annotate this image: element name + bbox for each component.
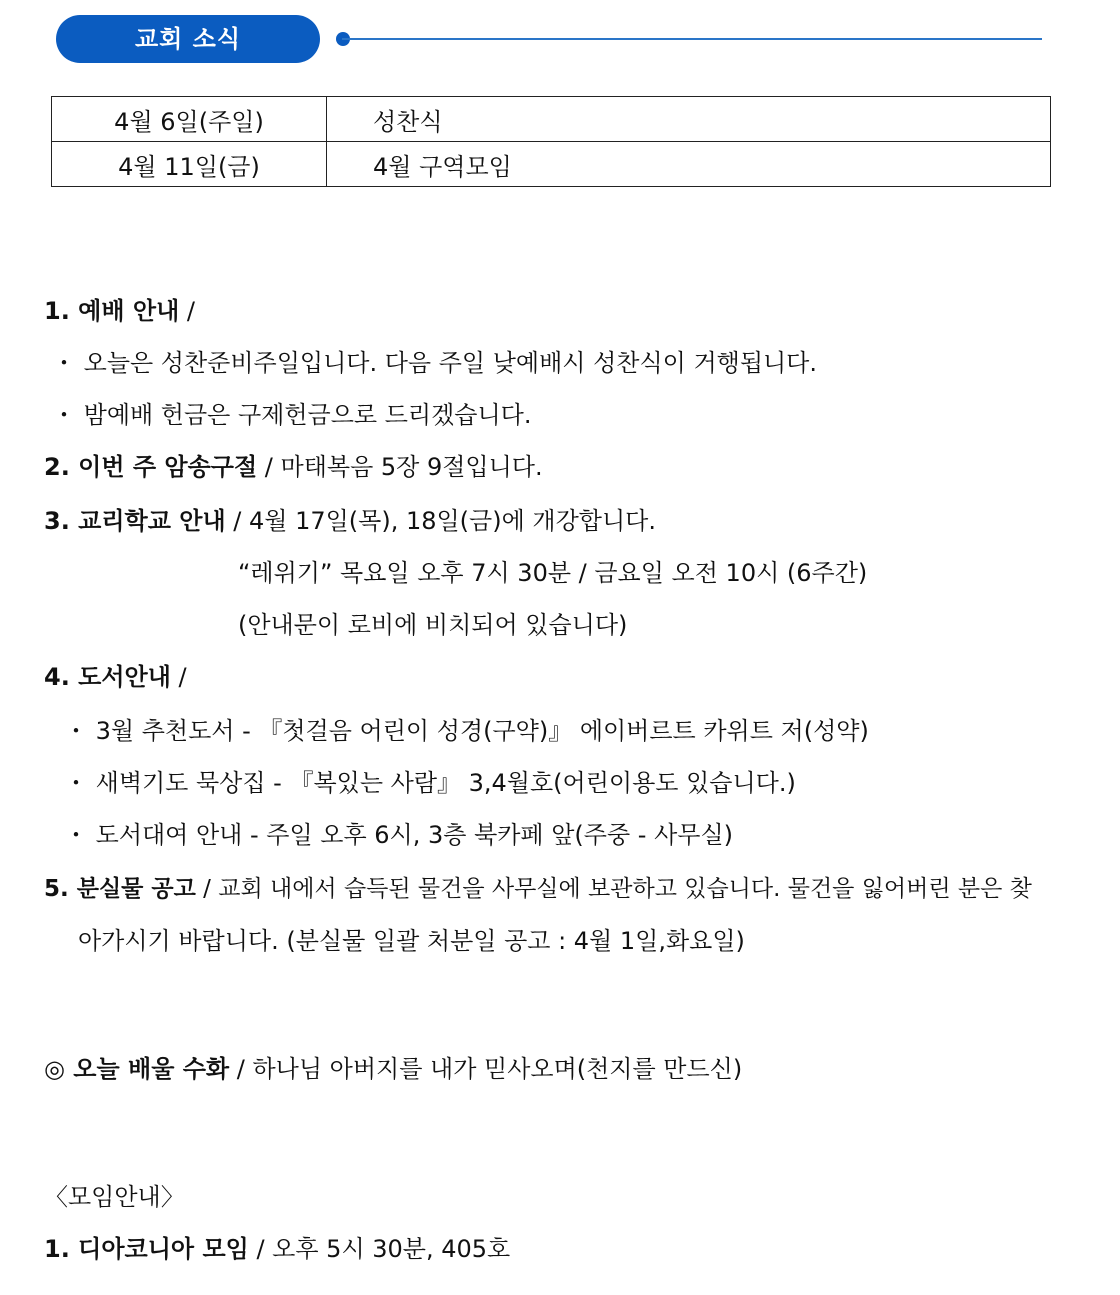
table-row [52, 97, 1051, 142]
table-row [52, 142, 1051, 187]
notice-1 [44, 296, 195, 326]
notice-3-line-3: (안내문이 로비에 비치되어 있습니다) [238, 611, 628, 639]
notice-3-text: / 4월 17일(목), 18일(금)에 개강합니다. [225, 507, 656, 535]
event-name: 성찬식 [327, 97, 1051, 142]
notice-5-title: 5. 분실물 공고 [44, 876, 196, 902]
header-divider [342, 38, 1042, 40]
hymn-notice [44, 1054, 742, 1084]
hymn-text: / 하나님 아버지를 내가 믿사오며(천지를 만드신) [229, 1055, 743, 1083]
meeting-item-1 [44, 1234, 510, 1264]
notice-1-sep: / [179, 297, 195, 325]
section-title-badge: 교회 소식 [56, 15, 320, 63]
events-table [51, 96, 1051, 187]
meeting-heading: 〈모임안내〉 [44, 1183, 185, 1211]
notice-4-title: 4. 도서안내 [44, 663, 171, 691]
meeting-item-1-text: / 오후 5시 30분, 405호 [248, 1235, 511, 1263]
notice-1-title: 1. 예배 안내 [44, 297, 180, 325]
meeting-item-1-title: 1. 디아코니아 모임 [44, 1235, 249, 1263]
notice-2-text: / 마태복음 5장 9절입니다. [257, 453, 543, 481]
notice-4-bullet-1: ・ 3월 추천도서 - 『첫걸음 어린이 성경(구약)』 에이버르트 카위트 저(성약) [64, 717, 869, 745]
notice-4 [44, 662, 187, 692]
notice-4-bullet-3: ・ 도서대여 안내 - 주일 오후 6시, 3층 북카페 앞(주중 - 사무실) [64, 821, 733, 849]
notice-2-title: 2. 이번 주 암송구절 [44, 453, 258, 481]
event-date: 4월 6일(주일) [52, 97, 327, 142]
notice-5-text: / 교회 내에서 습득된 물건을 사무실에 보관하고 있습니다. 물건을 잃어버린 분은 찾 [195, 876, 1032, 902]
hymn-title: ◎ 오늘 배울 수화 [44, 1055, 230, 1083]
notice-5-line-2: 아가시기 바랍니다. (분실물 일괄 처분일 공고 : 4월 1일,화요일) [78, 927, 745, 955]
notice-5 [44, 874, 1032, 904]
notice-3 [44, 506, 656, 536]
notice-1-bullet-1: ・ 오늘은 성찬준비주일입니다. 다음 주일 낮예배시 성찬식이 거행됩니다. [52, 349, 817, 377]
event-date: 4월 11일(금) [52, 142, 327, 187]
notice-3-line-2: “레위기” 목요일 오후 7시 30분 / 금요일 오전 10시 (6주간) [238, 559, 868, 587]
notice-1-bullet-2: ・ 밤예배 헌금은 구제헌금으로 드리겠습니다. [52, 401, 532, 429]
notice-4-sep: / [170, 663, 187, 691]
notice-4-bullet-2: ・ 새벽기도 묵상집 - 『복있는 사람』 3,4월호(어린이용도 있습니다.) [64, 769, 796, 797]
notice-2 [44, 452, 543, 482]
notice-3-title: 3. 교리학교 안내 [44, 507, 226, 535]
event-name: 4월 구역모임 [327, 142, 1051, 187]
